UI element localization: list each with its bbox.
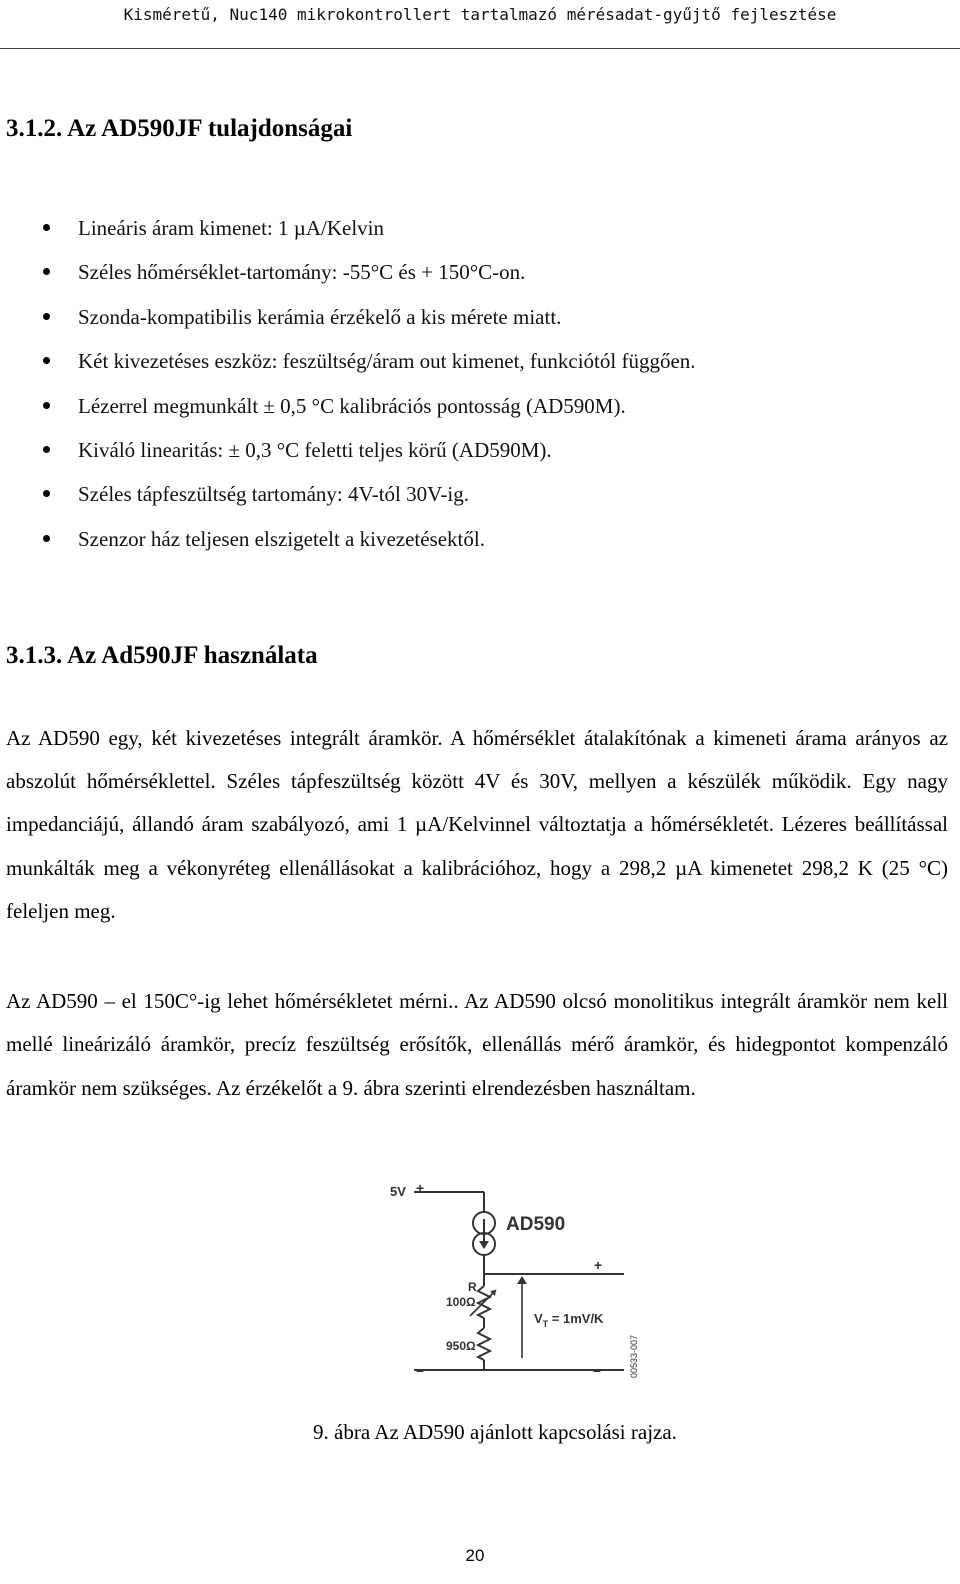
- r2-value-label: 950Ω: [446, 1339, 476, 1353]
- figure-caption: 9. ábra Az AD590 ajánlott kapcsolási rajza.: [313, 1420, 677, 1444]
- minus-right-label: –: [593, 1362, 601, 1378]
- circuit-diagram: [372, 1178, 642, 1398]
- list-item: [0, 525, 960, 569]
- r-label: R: [468, 1280, 477, 1294]
- running-header: Kisméretű, Nuc140 mikrokontrollert tartalmazó mérésadat-gyűjtő fejlesztése: [123, 5, 837, 24]
- list-item: [0, 480, 960, 524]
- bullet-icon: [43, 446, 50, 453]
- minus-left-label: –: [416, 1362, 424, 1378]
- bullet-icon: [43, 313, 50, 320]
- part-code-label: 00533-007: [629, 1334, 639, 1378]
- bullet-icon: [43, 268, 50, 275]
- body-paragraph: Az AD590 egy, két kivezetéses integrált áramkör. A hőmérséklet átalakítónak a kimeneti árama arányos az abszolút hőmérséklettel. Széles tápfeszültség között 4V és 30V, mellyen a készülék működik. Egy nagy impedanciájú, állandó áram szabályozó, ami 1 µA/Kelvinnel változtatja a hőmérsékletét. Lézeres beállítással munkálták meg a vékonyréteg ellenállásokat a kalibrációhoz, hogy a 298,2 µA kimenetet 298,2 K (25 °C) feleljen meg.: [6, 726, 948, 923]
- list-item-text: Két kivezetéses eszköz: feszültség/áram out kimenet, funkciótól függően.: [78, 349, 696, 374]
- header-divider: [0, 48, 960, 49]
- list-item-text: Kiváló linearitás: ± 0,3 °C feletti teljes körű (AD590M).: [78, 437, 552, 462]
- vt-label: $V_T = 1mV/K$: [534, 1311, 604, 1329]
- list-item-text: Lineáris áram kimenet: 1 µA/Kelvin: [78, 216, 385, 240]
- arrowhead-icon: [517, 1276, 527, 1284]
- list-item-text: Lézerrel megmunkált ± 0,5 °C kalibrációs pontosság (AD590M).: [78, 393, 626, 418]
- list-item-text: Szenzor ház teljesen elszigetelt a kivezetésektől.: [78, 526, 485, 551]
- list-item-text: Széles hőmérséklet-tartomány: -55°C és + 150°C-on.: [78, 260, 526, 285]
- list-item: [0, 347, 960, 391]
- list-item-text: Szonda-kompatibilis kerámia érzékelő a kis mérete miatt.: [78, 304, 562, 329]
- page-number: 20: [465, 1546, 485, 1565]
- section-heading-usage: 3.1.3. Az Ad590JF használata: [6, 642, 318, 669]
- body-paragraph: Az AD590 – el 150C°-ig lehet hőmérsékletet mérni.. Az AD590 olcsó monolitikus integrált áramkör nem kell mellé lineárizáló áramkör, precíz feszültség erősítők, ellenállás mérő áramkör, és hidegpontot kompenzáló áramkör nem szükséges. Az érzékelőt a 9. ábra szerinti elrendezésben használtam.: [6, 989, 948, 1100]
- resistor-icon: [478, 1328, 490, 1360]
- section-heading-properties: 3.1.2. Az AD590JF tulajdonságai: [6, 115, 353, 142]
- device-label: AD590: [506, 1214, 566, 1235]
- list-item: [0, 303, 960, 347]
- plus-top-label: +: [416, 1180, 425, 1196]
- r-value-label: 100Ω: [446, 1295, 476, 1309]
- bullet-icon: [43, 535, 50, 542]
- bullet-icon: [43, 490, 50, 497]
- properties-list: [0, 214, 960, 569]
- bullet-icon: [43, 357, 50, 364]
- list-item: [0, 214, 960, 258]
- list-item: [0, 436, 960, 480]
- bullet-icon: [43, 224, 50, 231]
- list-item: [0, 392, 960, 436]
- bullet-icon: [43, 402, 50, 409]
- list-item: [0, 258, 960, 302]
- arrow-down-icon: [479, 1241, 489, 1249]
- vt-plus-label: +: [594, 1257, 603, 1273]
- supply-label: 5V: [390, 1184, 406, 1199]
- list-item-text: Széles tápfeszültség tartomány: 4V-tól 30V-ig.: [78, 482, 469, 507]
